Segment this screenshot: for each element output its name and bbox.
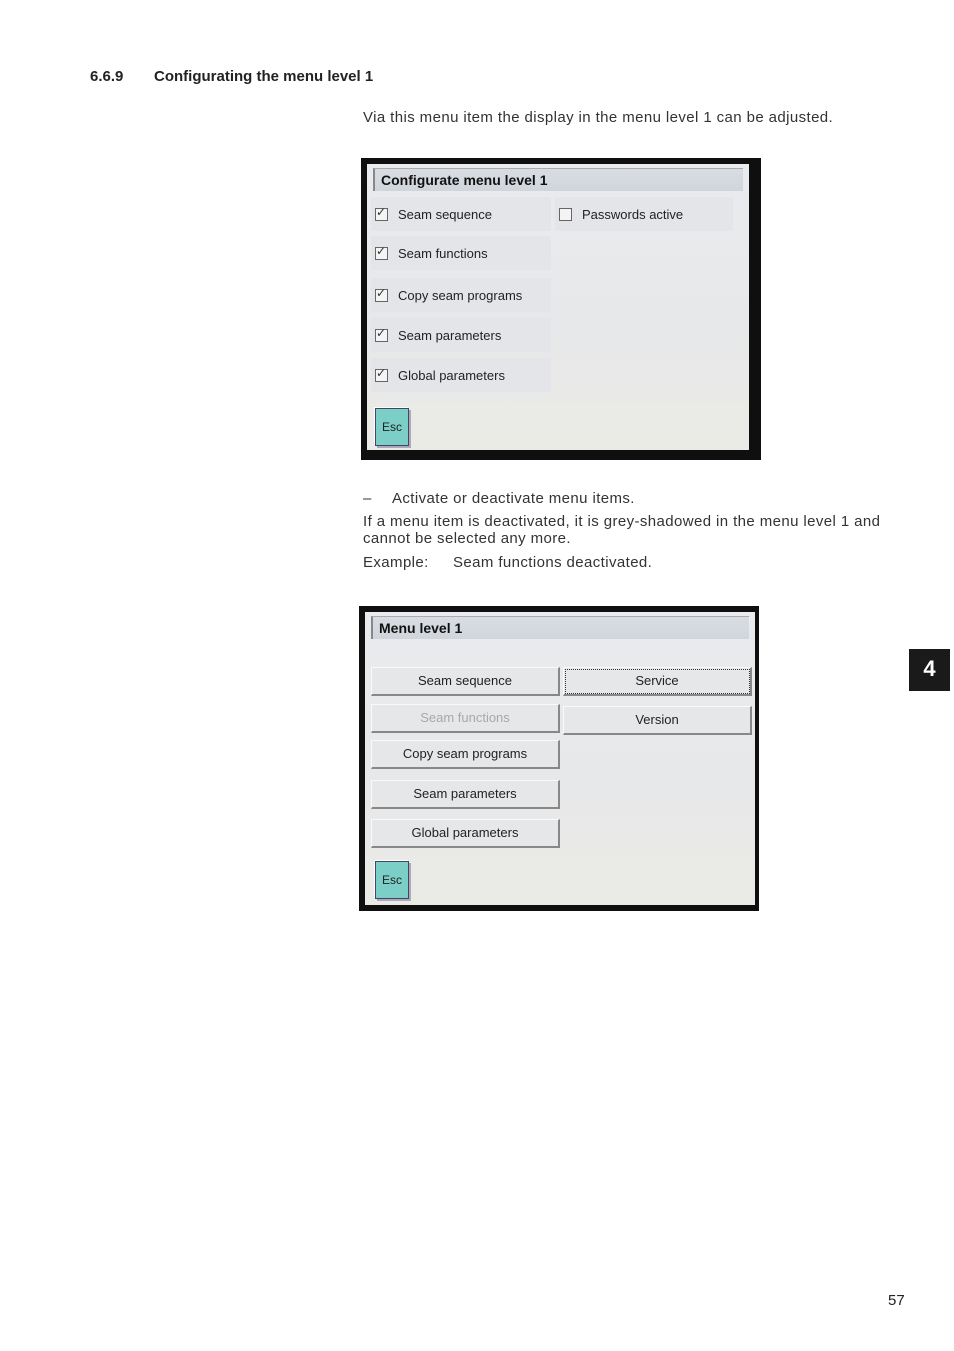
config-screen [361,158,761,460]
check-mark-icon: ✓ [376,365,387,380]
checkbox-seam-sequence[interactable] [375,204,388,221]
section-title: Configurating the menu level 1 [154,68,374,85]
cfg-item-passwords-active[interactable] [555,197,733,231]
seam-functions-button: Seam functions [371,704,560,733]
esc-button[interactable]: Esc [375,861,409,899]
cfg-item-label: Global parameters [398,367,505,383]
checkbox-copy-seam-programs[interactable] [375,285,388,302]
menu-screen-title: Menu level 1 [371,616,749,639]
example-text: Seam functions deactivated. [453,554,653,571]
checkbox-passwords-active[interactable] [559,208,572,221]
instruction-step: Activate or deactivate menu items. [392,490,635,507]
cfg-item-label: Seam functions [398,245,488,261]
seam-sequence-button[interactable]: Seam sequence [371,667,560,696]
menu-screen [359,606,759,911]
global-parameters-button[interactable]: Global parameters [371,819,560,848]
section-number: 6.6.9 [90,68,124,85]
cfg-item-seam-parameters[interactable] [371,318,551,352]
cfg-item-label: Seam sequence [398,206,492,222]
checkbox-seam-parameters[interactable] [375,325,388,342]
config-screen-display [367,164,749,450]
chapter-tab: 4 [909,649,950,691]
instruction-dash: – [363,490,372,507]
cfg-item-label: Seam parameters [398,327,502,343]
seam-parameters-button[interactable]: Seam parameters [371,780,560,809]
cfg-item-global-parameters[interactable] [371,358,551,392]
cfg-item-copy-seam-programs[interactable] [371,278,551,312]
version-button[interactable]: Version [563,706,752,735]
esc-button[interactable]: Esc [375,408,409,446]
copy-seam-programs-button[interactable]: Copy seam programs [371,740,560,769]
instruction-note: If a menu item is deactivated, it is grey-shadowed in the menu level 1 and cannot be selected any more. [363,513,881,547]
page-number: 57 [888,1292,905,1309]
check-mark-icon: ✓ [376,243,387,258]
cfg-item-label: Passwords active [582,206,684,222]
intro-text: Via this menu item the display in the menu level 1 can be adjusted. [363,109,834,126]
check-mark-icon: ✓ [376,325,387,340]
checkbox-global-parameters[interactable] [375,365,388,382]
cfg-item-seam-functions[interactable] [371,236,551,270]
service-button[interactable]: Service [563,667,752,696]
cfg-item-seam-sequence[interactable] [371,197,551,231]
example-label: Example: [363,554,429,571]
config-screen-title: Configurate menu level 1 [373,168,743,191]
menu-screen-display [365,612,755,905]
check-mark-icon: ✓ [376,285,387,300]
check-mark-icon: ✓ [376,204,387,219]
checkbox-seam-functions[interactable] [375,243,388,260]
cfg-item-label: Copy seam programs [398,287,523,303]
